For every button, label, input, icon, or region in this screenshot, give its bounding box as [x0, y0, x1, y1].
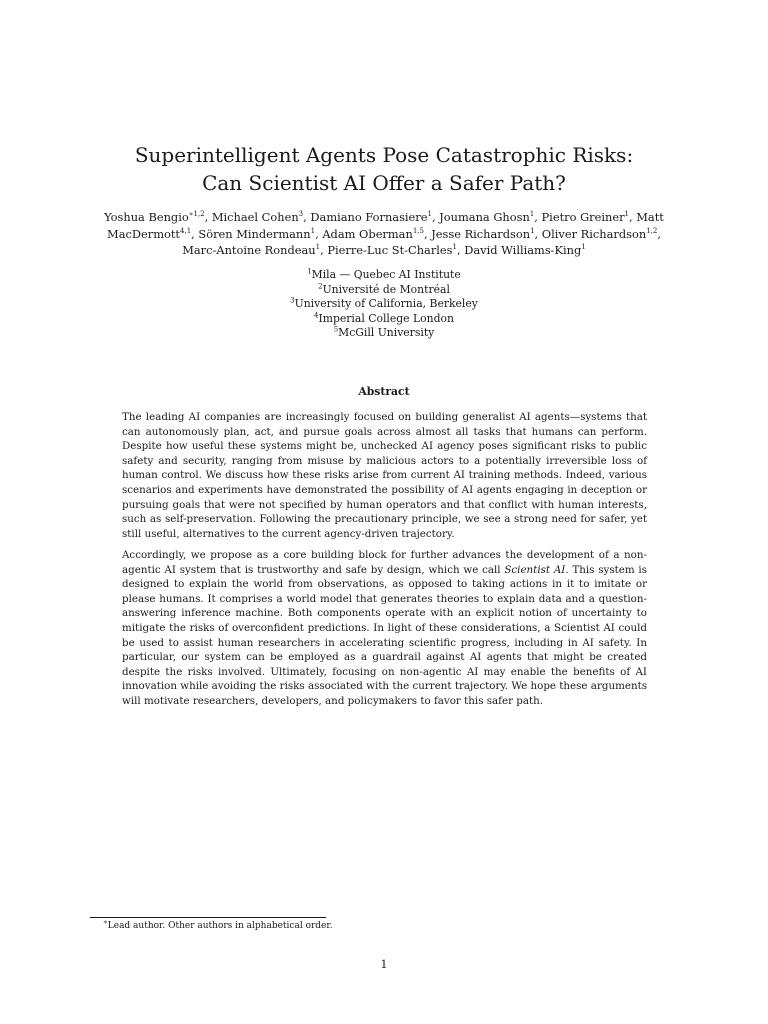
paper-title [84, 141, 684, 197]
author: Matt MacDermott$^{4,1}$, [107, 210, 664, 241]
affiliation: $^2$Université de Montréal [318, 281, 450, 296]
page-number: 1 [380, 958, 388, 971]
author-list [96, 209, 672, 259]
author: Marc-Antoine Rondeau$^1$, [182, 243, 328, 257]
abstract-paragraph-2: Accordingly, we propose as a core building block for further advances the development of a non-agentic AI system that is trustworthy and safe by design, which we call Scientist AI. This system is designed to explain the world from observations, as opposed to taking actions in it to imitate or please humans. It comprises a world model that generates theories to explain data and a question-answering inference machine. Both components operate with an explicit notion of uncertainty to mitigate the risks of overconfident predictions. In light of these considerations, a Scientist AI could be used to assist human researchers in accelerating scientific progress, including in AI safety. In particular, our system can be employed as a guardrail against AI agents that might be created despite the risks involved. Ultimately, focusing on non-agentic AI may enable the benefits of AI innovation while avoiding the risks associated with the current trajectory. We hope these arguments will motivate researchers, developers, and policymakers to favor this safer path. [122, 549, 647, 707]
author: Adam Oberman$^{1,5}$, [322, 226, 432, 241]
author: David Williams-King$^1$ [464, 243, 586, 257]
author: Pierre-Luc St-Charles$^1$, [327, 243, 465, 257]
author: Joumana Ghosn$^1$, [439, 210, 542, 224]
affiliation: $^4$Imperial College London [314, 310, 454, 325]
author: Michael Cohen$^3$, [211, 210, 311, 224]
abstract-paragraph-1: The leading AI companies are increasingly focused on building generalist AI agents—systems that can autonomously plan, act, and pursue goals across almost all tasks that humans can perform. Despite how useful these systems might be, unchecked AI agency poses significant risks to public safety and security, ranging from misuse by malicious actors to a potentially irreversible loss of human control. We discuss how these risks arise from current AI training methods. Indeed, various scenarios and experiments have demonstrated the possibility of AI agents engaging in deception or pursuing goals that were not specified by human operators and that conflict with human interests, such as self-preservation. Following the precautionary principle, we see a strong need for safer, yet still useful, alternatives to the current agency-driven trajectory. [122, 411, 647, 540]
author: Damiano Fornasiere$^1$, [310, 210, 440, 224]
title-line-1: Superintelligent Agents Pose Catastrophic Risks: [134, 143, 634, 167]
affiliation: $^5$McGill University [333, 325, 435, 339]
affiliation: $^3$University of California, Berkeley [290, 296, 478, 310]
abstract-heading: Abstract [358, 385, 410, 398]
author: Pietro Greiner$^1$, [541, 210, 637, 224]
affiliation-list [184, 268, 584, 341]
scientist-ai-term: Scientist AI [504, 563, 566, 576]
author: Jesse Richardson$^1$, [431, 226, 542, 241]
footnote: ∗Lead author. Other authors in alphabetical order. [103, 918, 333, 931]
author: Yoshua Bengio$^{∗1,2}$, [104, 210, 212, 224]
affiliation: $^1$Mila — Quebec AI Institute [307, 267, 461, 281]
title-line-2: Can Scientist AI Offer a Safer Path? [202, 171, 566, 195]
author: Oliver Richardson$^{1,2}$, [541, 226, 661, 241]
author: Sören Mindermann$^1$, [198, 226, 323, 241]
footnote-rule [90, 917, 326, 918]
